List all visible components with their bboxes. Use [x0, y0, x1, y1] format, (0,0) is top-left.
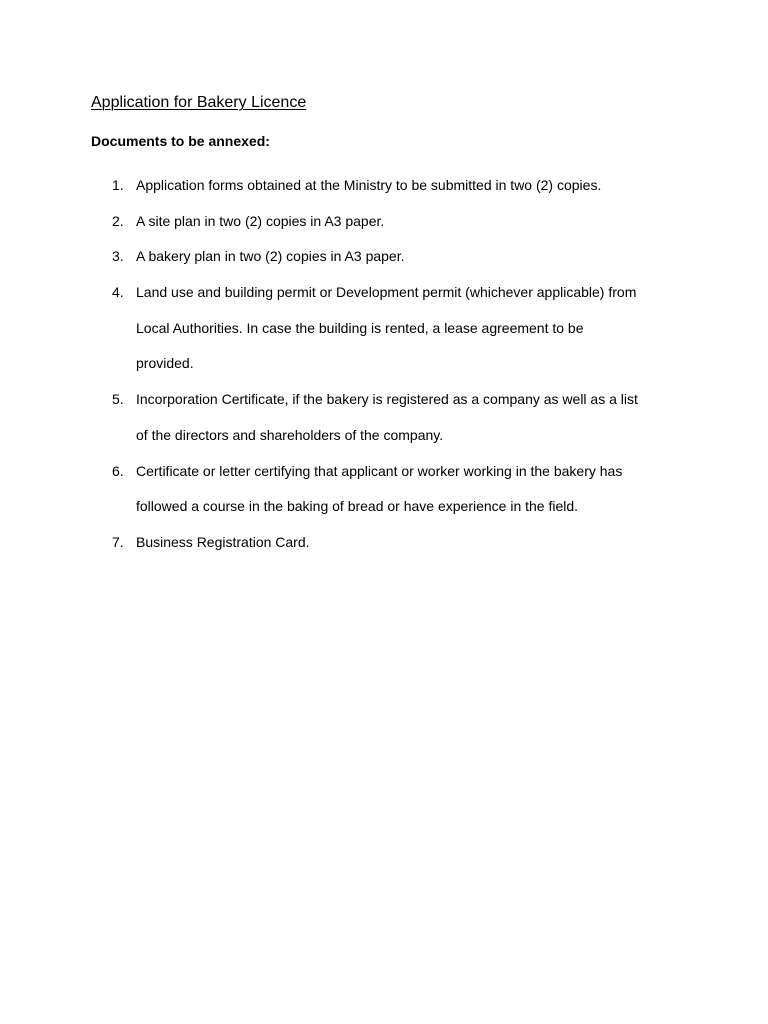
list-item-text: of the directors and shareholders of the company.: [136, 426, 444, 443]
list-item-text: provided.: [136, 355, 194, 372]
list-item-number: 4.: [112, 284, 124, 301]
list-item-number: 6.: [112, 462, 124, 479]
list-item-text: followed a course in the baking of bread or have experience in the field.: [136, 498, 579, 515]
list-item-text: Local Authorities. In case the building is rented, a lease agreement to be: [136, 319, 584, 336]
list-item-text: A site plan in two (2) copies in A3 paper.: [136, 212, 385, 229]
list-item-text: Incorporation Certificate, if the bakery is registered as a company as well as a list: [136, 391, 638, 408]
list-item-number: 1.: [112, 177, 124, 193]
list-item-number: 7.: [112, 534, 124, 550]
list-item-number: 3.: [112, 248, 124, 265]
section-subtitle: Documents to be annexed:: [91, 133, 270, 149]
list-item-text: Land use and building permit or Development permit (whichever applicable) from: [136, 284, 637, 301]
list-item-number: 2.: [112, 212, 124, 229]
list-item-text: Certificate or letter certifying that applicant or worker working in the bakery has: [136, 462, 623, 479]
list-item-text: A bakery plan in two (2) copies in A3 paper.: [136, 248, 405, 265]
list-item-number: 5.: [112, 391, 124, 408]
page-title: Application for Bakery Licence: [91, 94, 307, 111]
list-item-text: Application forms obtained at the Ministry to be submitted in two (2) copies.: [136, 177, 602, 193]
list-item-text: Business Registration Card.: [136, 534, 310, 550]
